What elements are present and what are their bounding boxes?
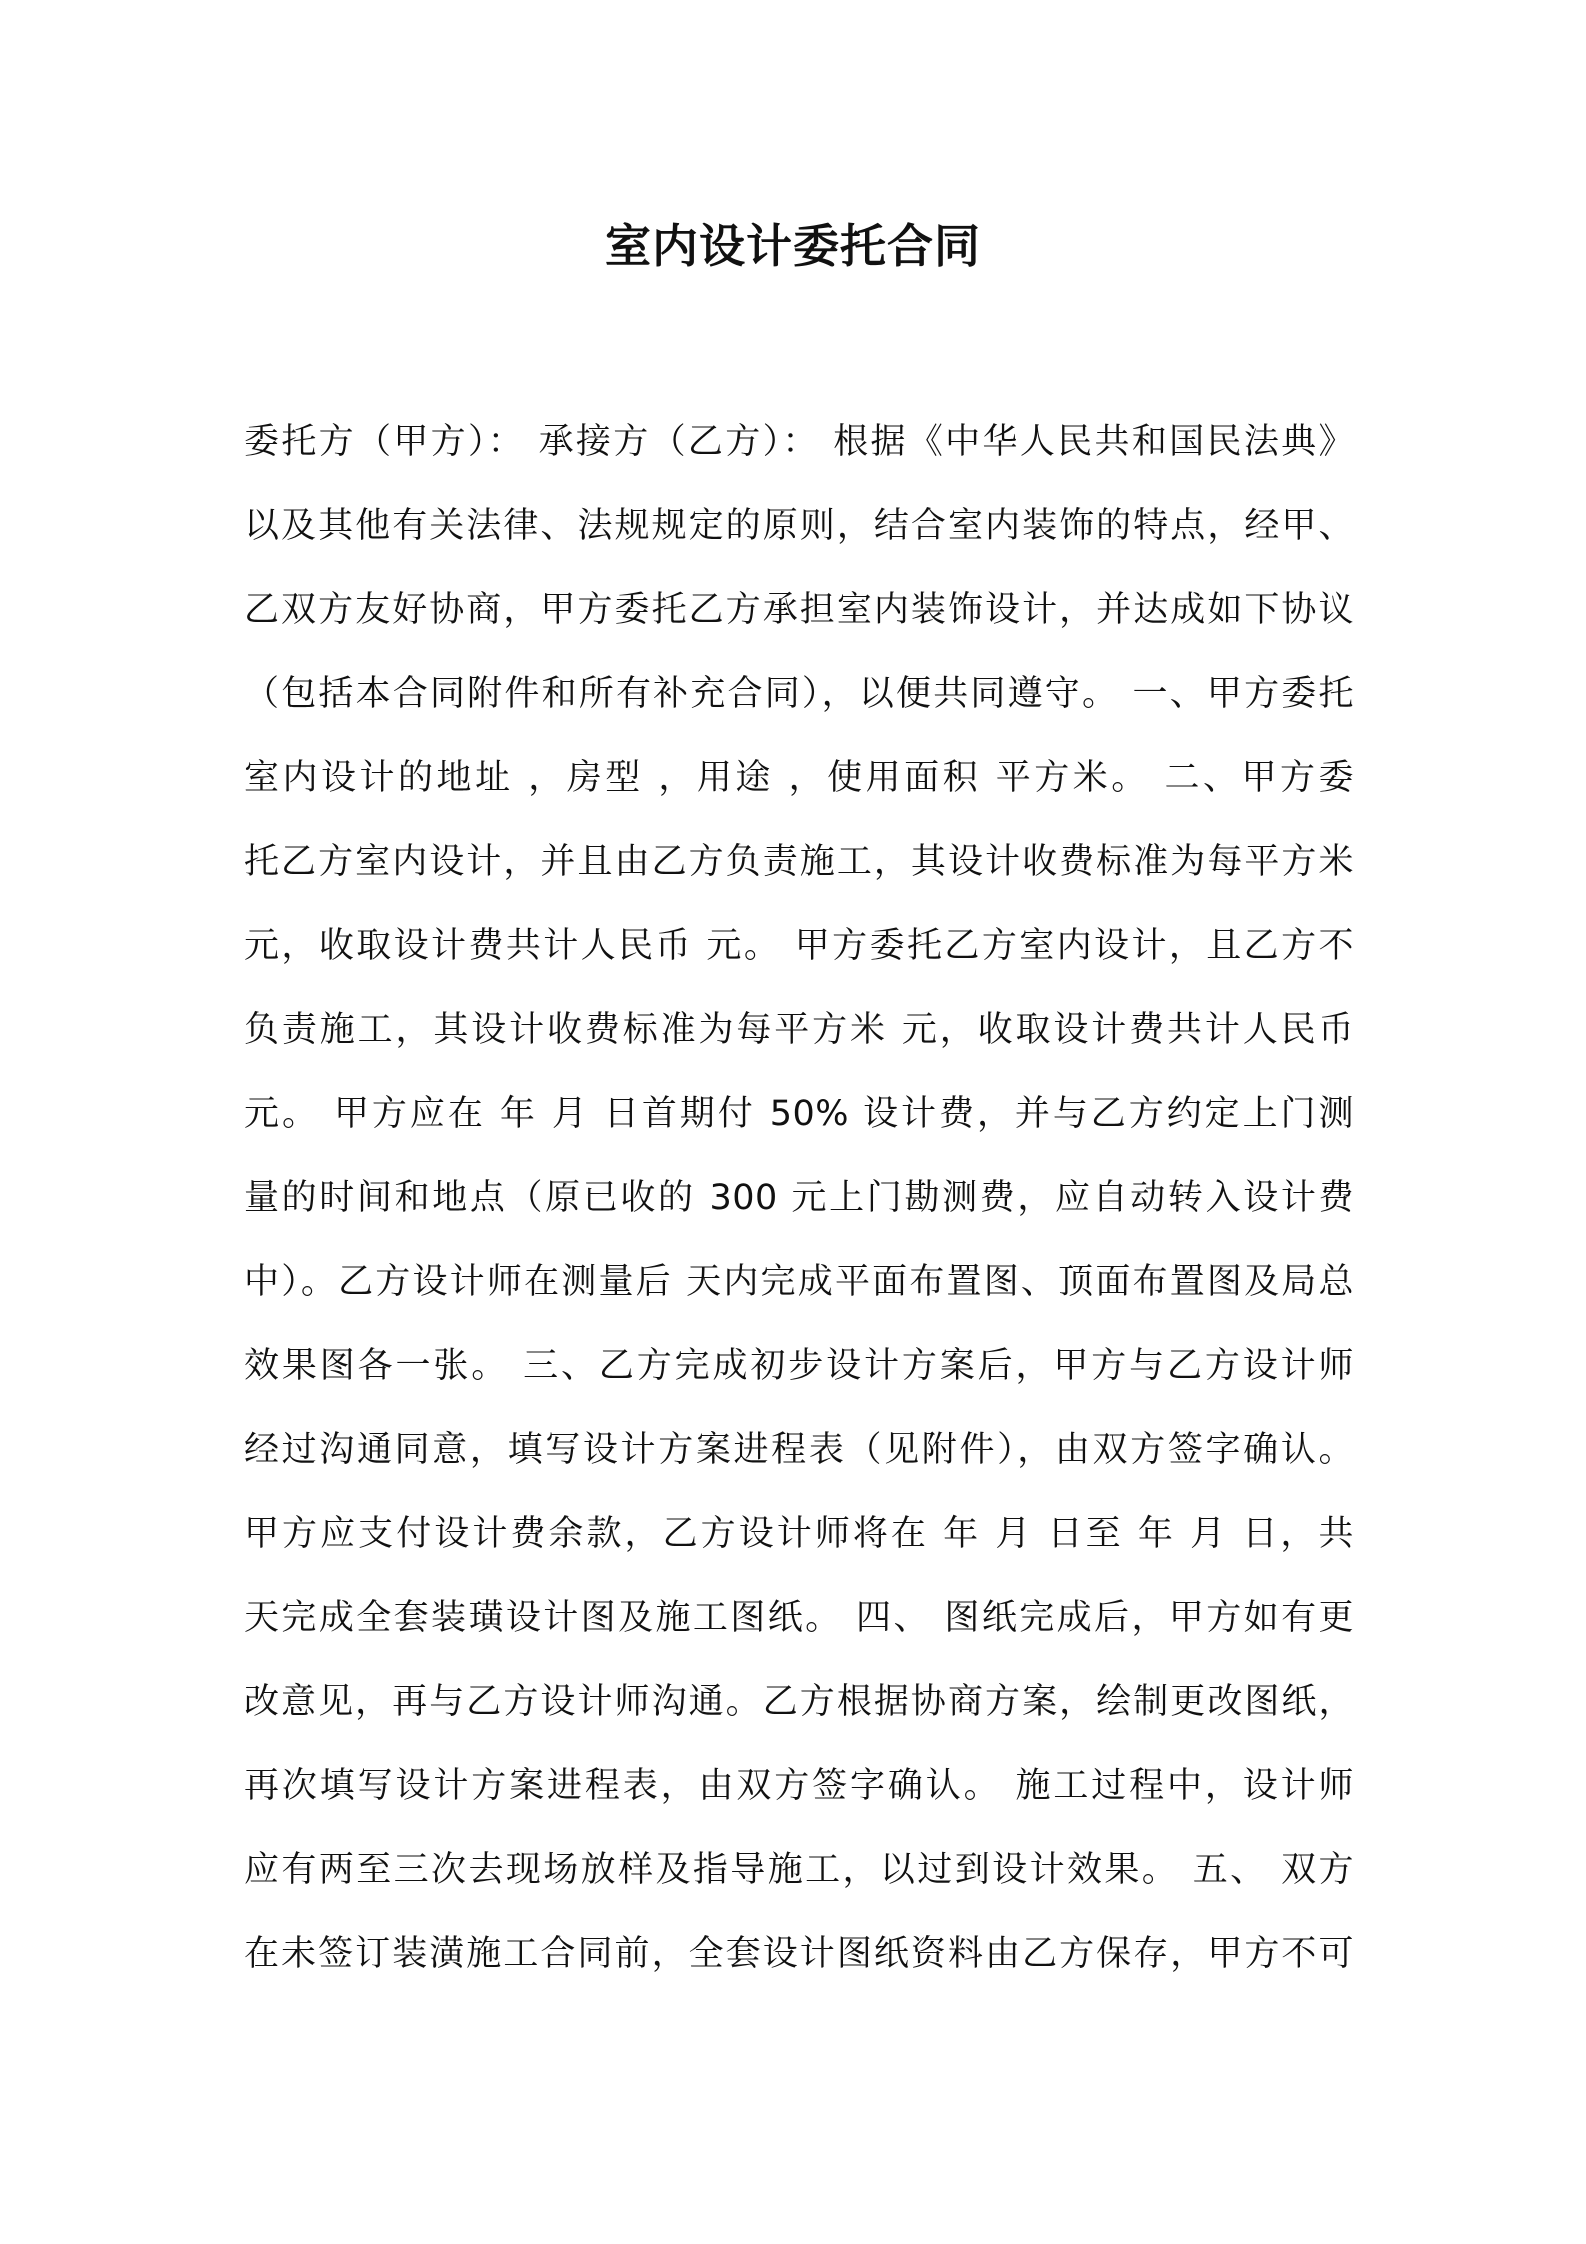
body-line: 元，收取设计费共计人民币 元。 甲方委托乙方室内设计，且乙方不 [244,926,1354,966]
body-line: 委托方（甲方）： 承接方（乙方）： 根据《中华人民共和国民法典》 [244,422,1354,462]
body-line: 量的时间和地点（原已收的 300 元上门勘测费，应自动转入设计费 [244,1178,1354,1218]
body-line: 天完成全套装璜设计图及施工图纸。 四、 图纸完成后，甲方如有更 [244,1598,1354,1638]
body-line: 改意见，再与乙方设计师沟通。乙方根据协商方案，绘制更改图纸， [244,1682,1354,1722]
body-line: 再次填写设计方案进程表，由双方签字确认。 施工过程中，设计师 [244,1766,1354,1806]
body-line: 经过沟通同意，填写设计方案进程表（见附件），由双方签字确认。 [244,1430,1354,1470]
body-line: 乙双方友好协商，甲方委托乙方承担室内装饰设计，并达成如下协议 [244,590,1354,630]
body-line: 在未签订装潢施工合同前，全套设计图纸资料由乙方保存，甲方不可 [244,1934,1354,1974]
body-line: 元。 甲方应在 年 月 日首期付 50% 设计费，并与乙方约定上门测 [244,1094,1354,1134]
body-line: 中）。乙方设计师在测量后 天内完成平面布置图、顶面布置图及局总 [244,1262,1354,1302]
body-line: （包括本合同附件和所有补充合同），以便共同遵守。 一、甲方委托 [244,674,1354,714]
document-body [244,400,1354,1996]
body-line: 室内设计的地址 ，房型 ，用途 ，使用面积 平方米。 二、甲方委 [244,758,1354,798]
body-line: 托乙方室内设计，并且由乙方负责施工，其设计收费标准为每平方米 [244,842,1354,882]
body-line: 负责施工，其设计收费标准为每平方米 元，收取设计费共计人民币 [244,1010,1354,1050]
body-line: 效果图各一张。 三、乙方完成初步设计方案后，甲方与乙方设计师 [244,1346,1354,1386]
body-line: 以及其他有关法律、法规规定的原则，结合室内装饰的特点，经甲、 [244,506,1354,546]
body-line: 应有两至三次去现场放样及指导施工，以过到设计效果。 五、 双方 [244,1850,1354,1890]
body-line: 甲方应支付设计费余款，乙方设计师将在 年 月 日至 年 月 日，共 [244,1514,1354,1554]
document-title: 室内设计委托合同 [605,219,981,273]
